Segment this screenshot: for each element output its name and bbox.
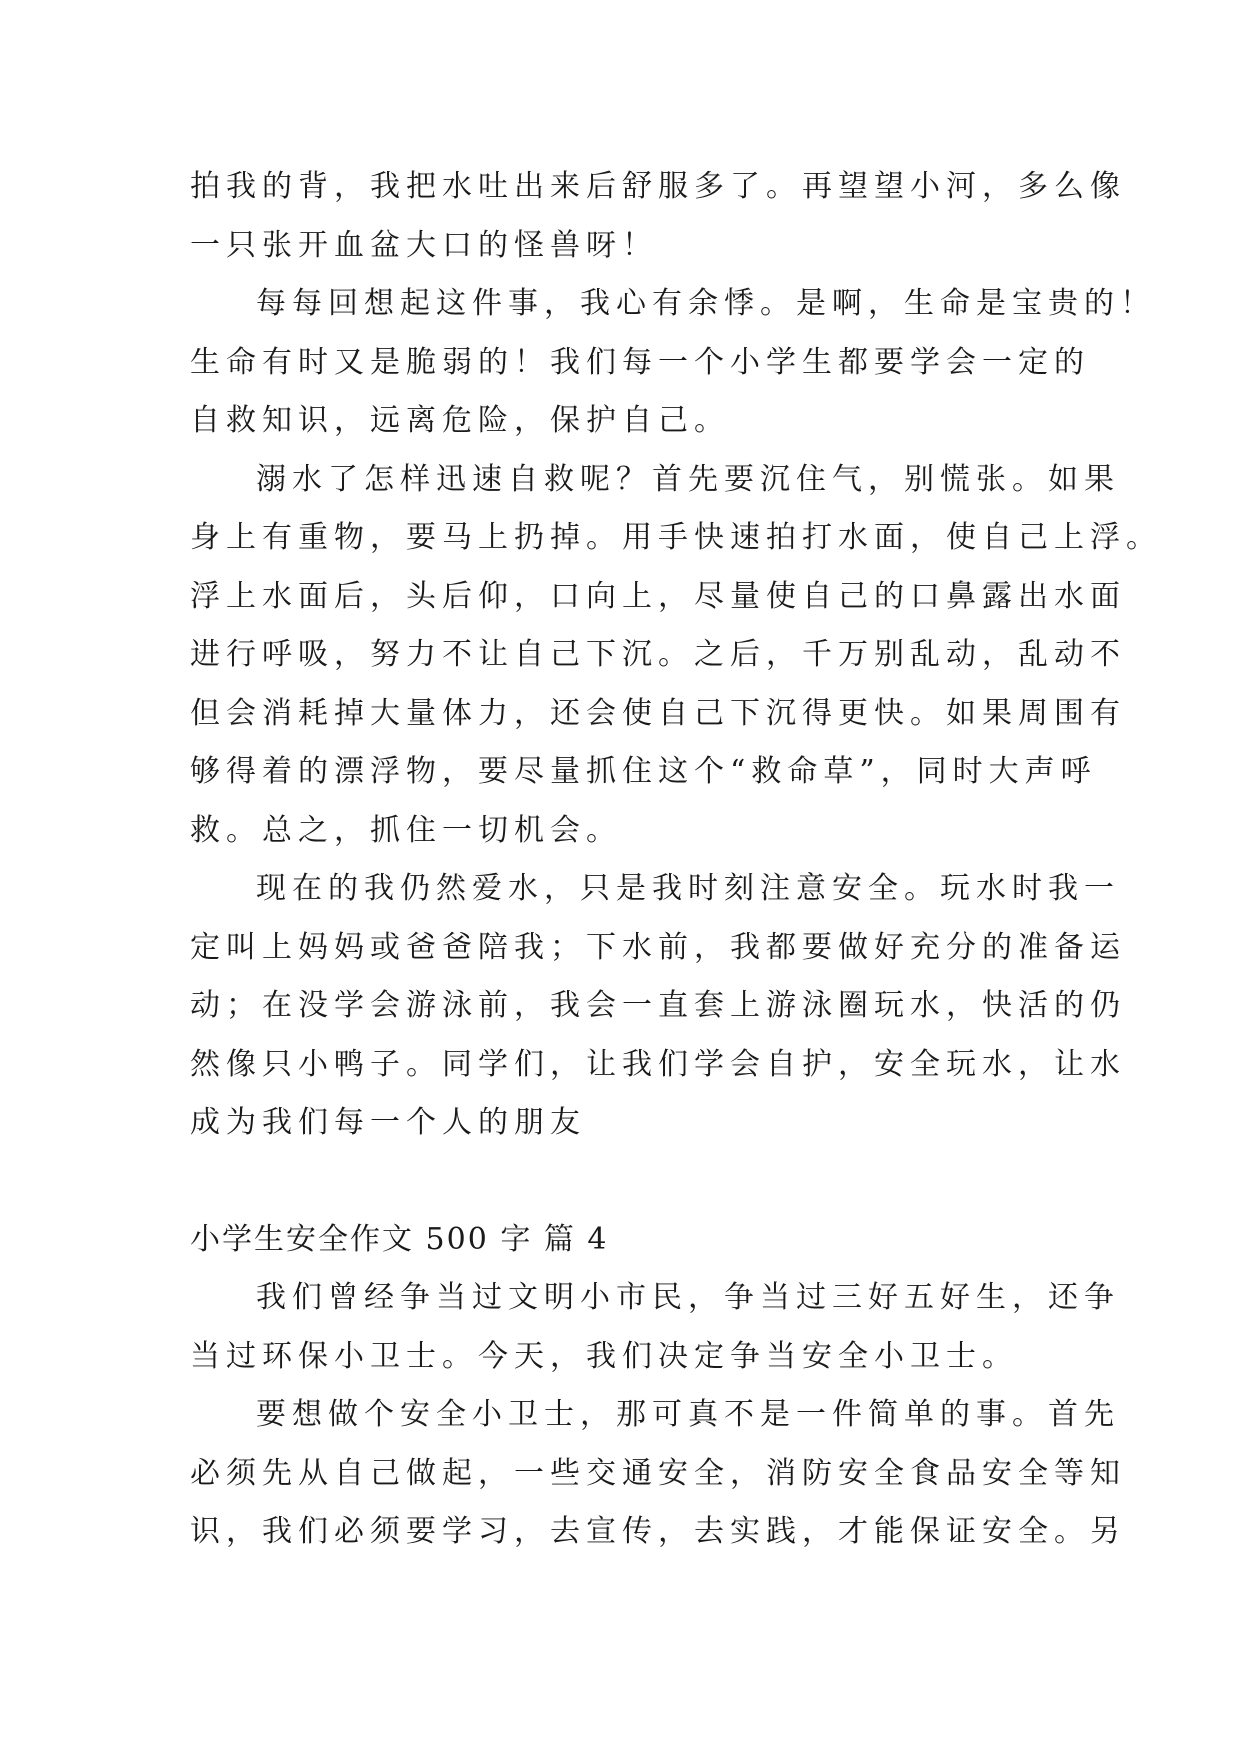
- text-line: 拍我的背，我把水吐出来后舒服多了。再望望小河，多么像: [190, 169, 1126, 204]
- paragraph-continued: [190, 158, 1126, 275]
- text-line: 一只张开血盆大口的怪兽呀！: [190, 227, 658, 263]
- text-line: 进行呼吸，努力不让自己下沉。之后，千万别乱动，乱动不: [190, 637, 1126, 672]
- paragraph: [190, 275, 1156, 451]
- text-line: 然像只小鸭子。同学们，让我们学会自护，安全玩水，让水: [190, 1046, 1126, 1082]
- text-line: 身上有重物，要马上扔掉。用手快速拍打水面，使自己上浮。: [190, 520, 1162, 555]
- paragraph: [190, 451, 1162, 861]
- text-line: 成为我们每一个人的朋友: [190, 1105, 586, 1140]
- text-line: 定叫上妈妈或爸爸陪我；下水前，我都要做好充分的准备运: [190, 929, 1126, 965]
- text-line: 当过环保小卫士。今天，我们决定争当安全小卫士。: [190, 1338, 1018, 1374]
- text-line: 我们曾经争当过文明小市民，争当过三好五好生，还争: [256, 1280, 1120, 1315]
- document-page: [190, 158, 1162, 1562]
- text-line: 救。总之，抓住一切机会。: [190, 812, 622, 848]
- text-line: 但会消耗掉大量体力，还会使自己下沉得更快。如果周围有: [190, 695, 1126, 731]
- text-line: 够得着的漂浮物，要尽量抓住这个“救命草”，同时大声呼: [190, 754, 1097, 789]
- text-line: 生命有时又是脆弱的！我们每一个小学生都要学会一定的: [190, 344, 1090, 380]
- paragraph: [190, 860, 1126, 1153]
- text-line: 溺水了怎样迅速自救呢？首先要沉住气，别慌张。如果: [256, 461, 1120, 497]
- text-line: 动；在没学会游泳前，我会一直套上游泳圈玩水，快活的仍: [190, 988, 1126, 1023]
- text-line: 每每回想起这件事，我心有余悸。是啊，生命是宝贵的！: [256, 286, 1156, 321]
- text-line: 识，我们必须要学习，去宣传，去实践，才能保证安全。另: [190, 1514, 1126, 1549]
- paragraph: [190, 1269, 1120, 1386]
- text-line: 要想做个安全小卫士，那可真不是一件简单的事。首先: [256, 1397, 1120, 1432]
- section-heading: 小学生安全作文 500 字 篇 4: [190, 1221, 609, 1257]
- text-line: 现在的我仍然爱水，只是我时刻注意安全。玩水时我一: [256, 871, 1120, 906]
- text-line: 浮上水面后，头后仰，口向上，尽量使自己的口鼻露出水面: [190, 578, 1126, 614]
- text-line: 必须先从自己做起，一些交通安全，消防安全食品安全等知: [190, 1455, 1126, 1491]
- text-line: 自救知识，远离危险，保护自己。: [190, 403, 730, 438]
- paragraph: [190, 1386, 1126, 1562]
